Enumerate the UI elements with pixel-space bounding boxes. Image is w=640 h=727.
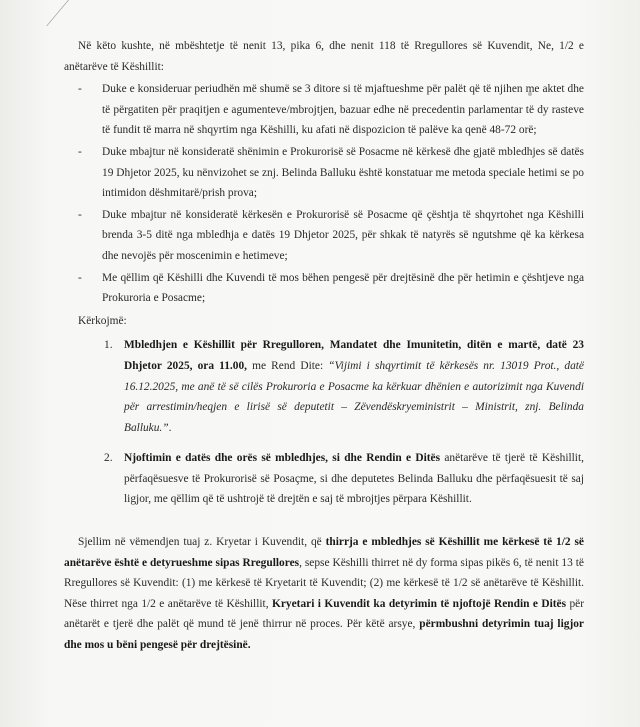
request-number: 2. xyxy=(104,452,113,465)
request-plain-text: me Rend Dite: xyxy=(247,359,329,372)
request-item-1 xyxy=(104,335,584,438)
list-item-text: Me qëllim që Këshilli dhe Kuvendi të mos bëhen pengesë për drejtësinë dhe për hetimin e çështjeve nga Prokuroria e Posacme; xyxy=(102,271,584,305)
list-item-text: Duke e konsideruar periudhën më shumë se 3 ditore si të mjaftueshme për palët që të njihen me aktet dhe të përgatiten për praqitjen e agumenteve/mbrojtjen, bazuar edhe në precedentin parlamentar të dy rasteve të fundit të marra në shqyrtim nga Këshilli, ku afati në dispozicion të palëve ka qenë 48-72 orë; xyxy=(102,83,584,137)
request-plain-text: anëtarëve të tjerë të Këshillit, përfaqësuesve të Prokurorisë së Posaçme, si dhe deputetes Belinda Balluku dhe përfaqësuesit të saj ligjor, me qëllim që të ushtrojë të drejtën e saj të mbrojtjes përpara Këshillit. xyxy=(124,452,584,506)
request-item-2 xyxy=(104,448,584,510)
request-bold-text: Mbledhjen e Këshillit për Rregulloren, Mandatet dhe Imunitetin, ditën e martë, datë 23 Dhjetor 2025, ora 11.00, xyxy=(124,339,584,372)
page-fold-mark xyxy=(24,0,69,26)
list-item-text: Duke mbajtur në konsideratë shënimin e Prokurorisë së Posacme në kërkesë dhe gjatë mbledhjes së datës 19 Dhjetor 2025, ku nënvizohet se znj. Belinda Balluku është konstatuar me metoda speciale hetimi se po intimidon dëshmitarë/prish prova; xyxy=(102,145,584,200)
closing-bold-text: thirrja e mbledhjes së Këshillit me kërkesë të 1/2 së anëtarëve është e detyrueshme sipas Rregullores xyxy=(64,536,584,569)
list-item xyxy=(78,79,584,141)
considerations-list xyxy=(64,79,584,309)
requests-heading: Kërkojmë: xyxy=(78,314,127,327)
list-item xyxy=(78,142,584,204)
requests-list xyxy=(64,335,584,510)
closing-bold-text: përmbushni detyrimin tuaj ligjor dhe mos u bëni pengesë për drejtësinë. xyxy=(64,618,584,652)
closing-paragraph xyxy=(64,532,584,656)
closing-text: për anëtarët e tjerë dhe palët që mund të jenë thirrur në proces. Për këtë arsye, xyxy=(64,597,584,631)
bullet-marker: - xyxy=(78,271,82,284)
closing-text: , sepse Këshilli thirret në dy forma sipas pikës 6, të nenit 13 të Rregullores së Kuvendit: (1) me kërkesë të Kryetarit të Kuvendit; (2) me kërkesë të 1/2 së anëtarëve të Këshillit. Nëse thirret nga 1/2 e anëtarëve të Këshillit, xyxy=(64,556,584,610)
request-bold-text: Njoftimin e datës dhe orës së mbledhjes, si dhe Rendin e Ditës xyxy=(124,452,441,465)
list-item-text: Duke mbajtur në konsideratë kërkesën e Prokurorisë së Posacme që çështja të shqyrtohet nga Këshilli brenda 3-5 ditë nga mbledhja e datës 19 Dhjetor 2025, për shkak të natyrës së ngutshme që ka kërkesa dhe nevojës për moscenimin e hetimeve; xyxy=(102,208,584,262)
closing-text: Sjellim në vëmendjen tuaj z. Kryetar i Kuvendit, që xyxy=(78,536,326,549)
list-item xyxy=(78,268,584,309)
request-agenda-text: “Vijimi i shqyrtimit të kërkesës nr. 13019 Prot., datë 16.12.2025, me anë të së cilës Prokuroria e Posacme ka kërkuar dhënien e autorizimit nga Kuvendi për arrestimin/heqjen e lirisë së deputetit – Zëvendëskryeministrit – Ministrit, znj. Belinda Balluku.” xyxy=(124,359,584,434)
bullet-marker: - xyxy=(78,83,82,96)
intro-paragraph: Në këto kushte, në mbështetje të nenit 13, pika 6, dhe nenit 118 të Rregullores së Kuvendit, Ne, 1/2 e anëtarëve të Këshillit: xyxy=(64,40,584,73)
document-body xyxy=(64,36,584,667)
bullet-marker: - xyxy=(78,208,82,221)
request-end: . xyxy=(168,421,172,434)
closing-bold-text: Kryetari i Kuvendit ka detyrimin të njoftojë Rendin e Ditës xyxy=(271,597,567,610)
request-number: 1. xyxy=(104,339,113,352)
bullet-marker: - xyxy=(78,145,82,158)
list-item xyxy=(78,205,584,267)
